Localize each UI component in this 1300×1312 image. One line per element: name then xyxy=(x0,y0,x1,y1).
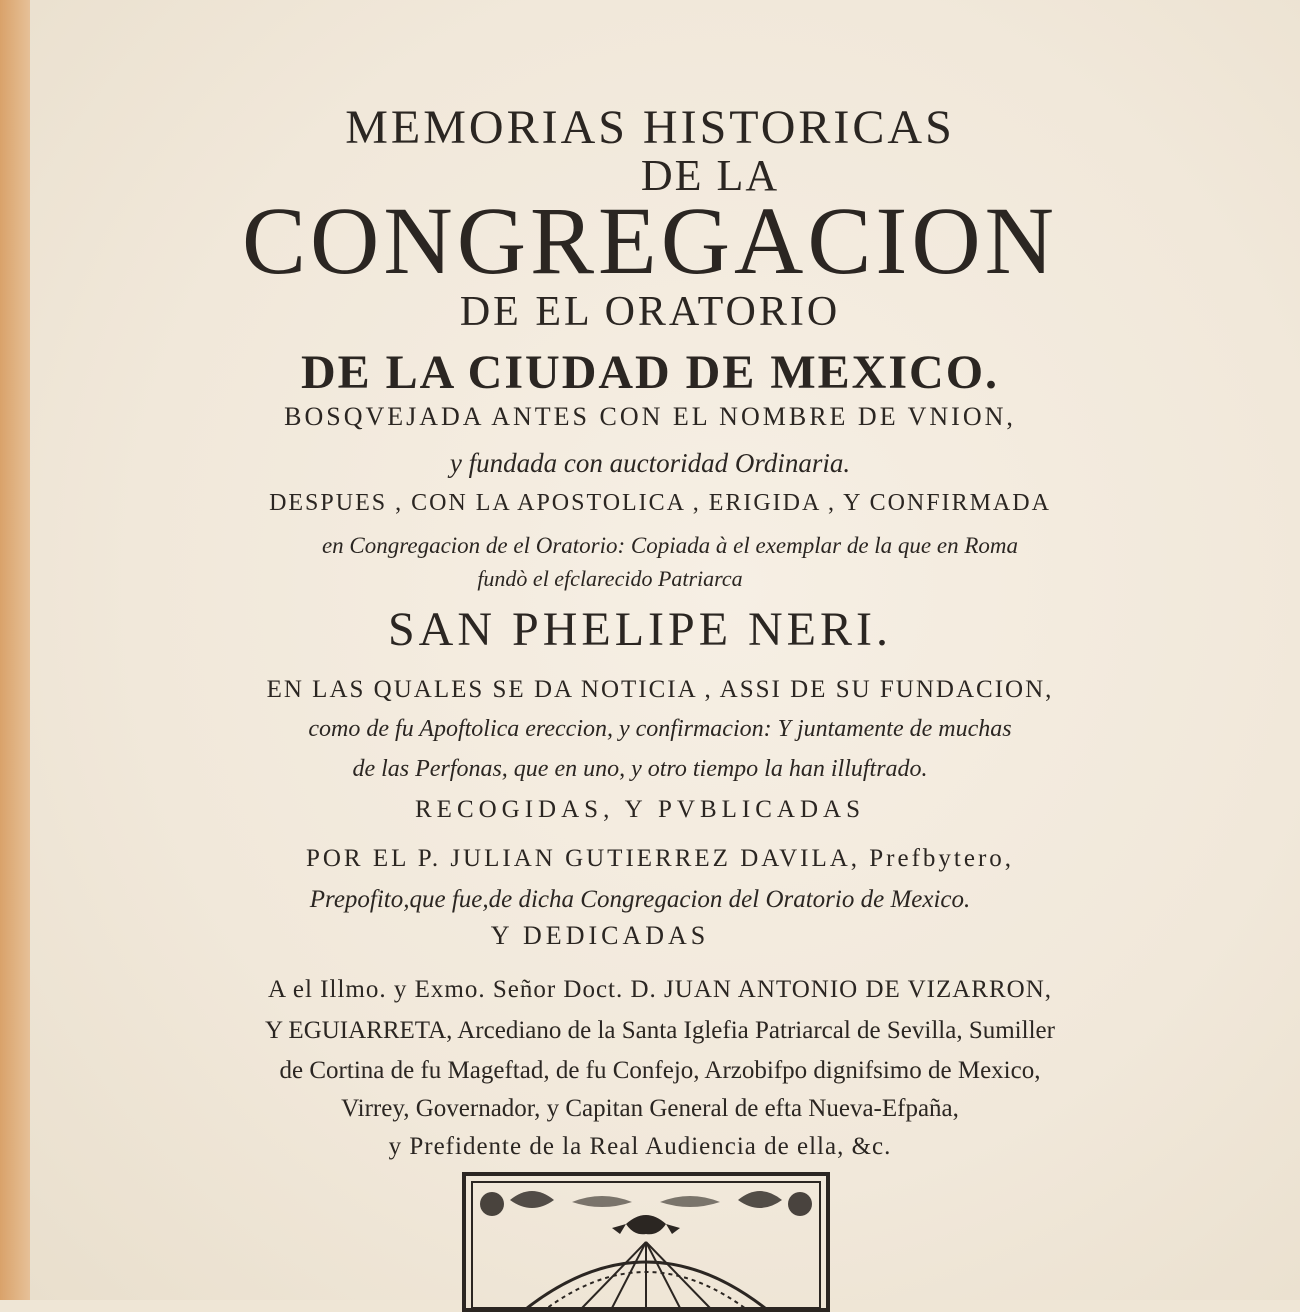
dedication-line-4: Virrey, Governador, y Capitan General de efta Nueva-Efpaña, xyxy=(341,1095,959,1122)
title-line-de-la: DE LA xyxy=(640,151,780,200)
subtitle-line-fundada: y fundada con auctoridad Ordinaria. xyxy=(449,448,851,478)
title-line-ciudad: DE LA CIUDAD DE MEXICO. xyxy=(300,346,1000,399)
author-line: POR EL P. JULIAN GUTIERREZ DAVILA, Prefbytero, xyxy=(305,845,1015,872)
subtitle-line-copiada: en Congregacion de el Oratorio: Copiada à el exemplar de la que en Roma xyxy=(321,533,1019,558)
title-line-san-phelipe: SAN PHELIPE NERI. xyxy=(387,603,892,656)
dedication-line-2: Y EGUIARRETA, Arcediano de la Santa Iglefia Patriarcal de Sevilla, Sumiller xyxy=(265,1017,1055,1044)
subtitle-line-bosquejada: BOSQVEJADA ANTES CON EL NOMBRE DE VNION, xyxy=(284,402,1016,431)
subtitle-line-despues: DESPUES , CON LA APOSTOLICA , ERIGIDA , Y CONFIRMADA xyxy=(269,490,1051,516)
body-line-recogidas: RECOGIDAS, Y PVBLICADAS xyxy=(415,796,865,823)
dedication-line-1: A el Illmo. y Exmo. Señor Doct. D. JUAN ANTONIO DE VIZARRON, xyxy=(267,976,1053,1003)
subtitle-line-fundo: fundò el efclarecido Patriarca xyxy=(477,566,743,591)
author-role-line: Prepofito,que fue,de dicha Congregacion del Oratorio de Mexico. xyxy=(309,886,971,913)
title-line-congregacion: CONGREGACION xyxy=(242,187,1058,294)
body-line-en-las-quales: EN LAS QUALES SE DA NOTICIA , ASSI DE SU FUNDACION, xyxy=(266,676,1054,703)
printers-ornament-woodcut xyxy=(462,1172,830,1312)
dedication-line-3: de Cortina de fu Mageftad, de fu Confejo, Arzobifpo dignifsimo de Mexico, xyxy=(279,1057,1041,1084)
body-line-de-las: de las Perfonas, que en uno, y otro tiempo la han illuftrado. xyxy=(352,756,928,782)
body-line-como: como de fu Apoftolica ereccion, y confirmacion: Y juntamente de muchas xyxy=(308,716,1012,742)
title-line-memorias: MEMORIAS HISTORICAS xyxy=(345,101,955,154)
title-line-oratorio: DE EL ORATORIO xyxy=(459,289,841,335)
dedication-line-5: y Prefidente de la Real Audiencia de ella, &c. xyxy=(388,1133,892,1160)
body-line-dedicadas: Y DEDICADAS xyxy=(490,921,710,950)
